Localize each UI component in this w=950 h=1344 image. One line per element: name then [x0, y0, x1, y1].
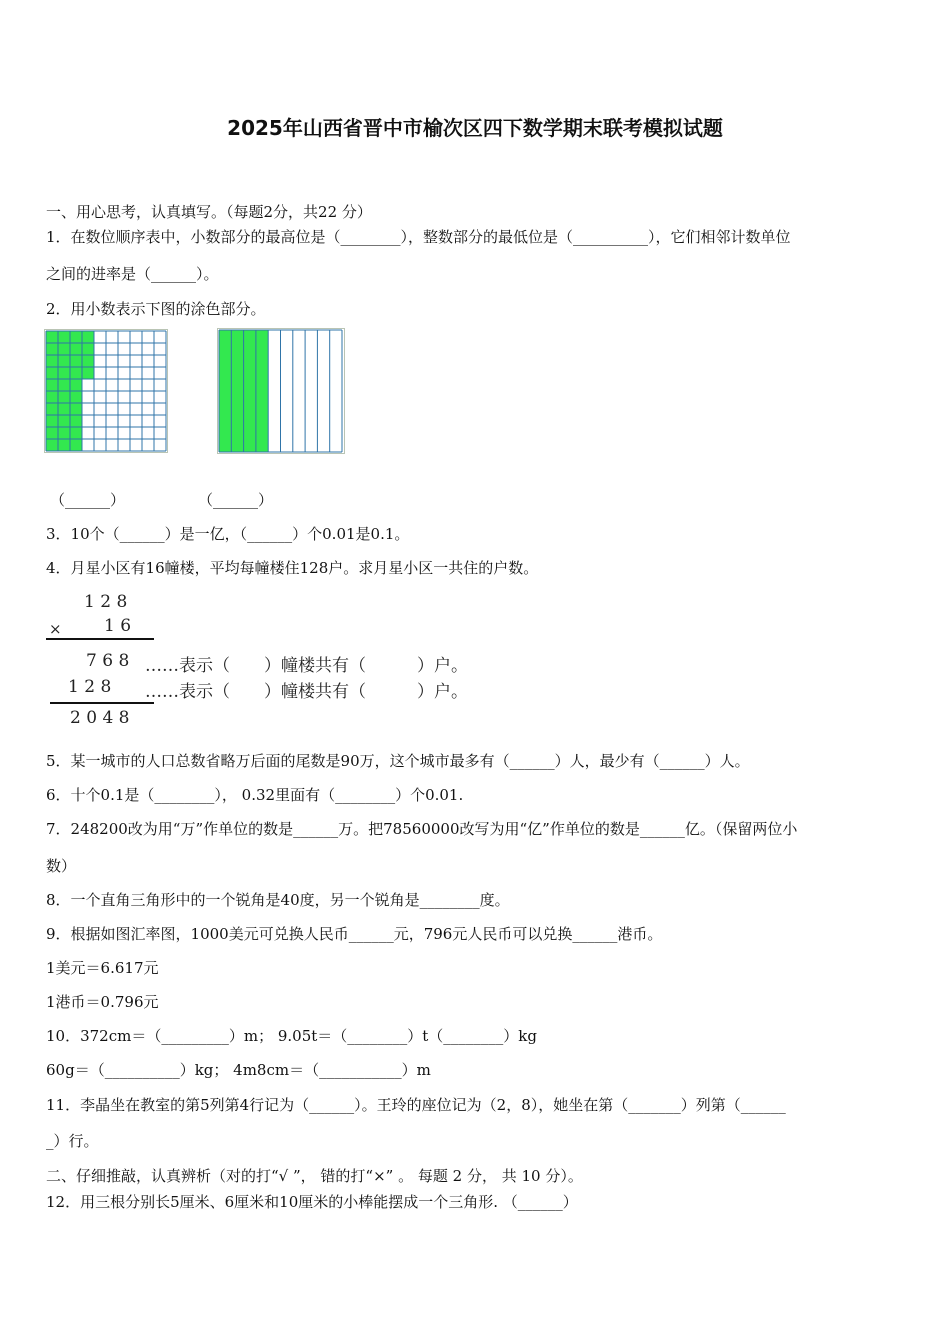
partial-product-1-note: ……表示（ ）幢楼共有（ ）户。 [145, 656, 468, 676]
final-product: 2 0 4 8 [70, 708, 130, 728]
question-1-line-1: 1．在数位顺序表中，小数部分的最高位是（________），整数部分的最低位是（__________），它们相邻计数单位 [46, 228, 791, 246]
question-6: 6．十个0.1是（________）， 0.32里面有（________）个0.01. [46, 786, 464, 804]
exchange-rate-usd: 1美元＝6.617元 [46, 959, 159, 977]
question-9: 9．根据如图汇率图，1000美元可兑换人民币______元，796元人民币可以兑换______港币。 [46, 925, 663, 943]
question-2-answer-2: （______） [198, 491, 274, 509]
partial-product-2: 1 2 8 [68, 677, 112, 697]
question-10-line-2: 60g＝（__________）kg； 4m8cm＝（___________）m [46, 1061, 431, 1079]
question-2-answer-1: （______） [50, 491, 126, 509]
calc-rule-1 [46, 638, 154, 640]
question-10-line-1: 10．372cm＝（_________）m； 9.05t＝（________）t（________）kg [46, 1027, 537, 1045]
hundred-grid-figure [44, 329, 168, 453]
page-title: 2025年山西省晋中市榆次区四下数学期末联考模拟试题 [227, 116, 723, 140]
question-8: 8．一个直角三角形中的一个锐角是40度，另一个锐角是________度。 [46, 891, 510, 909]
exchange-rate-hkd: 1港币＝0.796元 [46, 993, 159, 1011]
question-11-line-1: 11．李晶坐在教室的第5列第4行记为（______）。王玲的座位记为（2，8），她坐在第（_______）列第（______ [46, 1096, 786, 1114]
question-7-line-1: 7．248200改为用“万”作单位的数是______万。把78560000改写为用“亿”作单位的数是______亿。（保留两位小 [46, 820, 798, 838]
question-11-line-2: _）行。 [46, 1132, 99, 1150]
question-5: 5．某一城市的人口总数省略万后面的尾数是90万，这个城市最多有（______）人，最少有（______）人。 [46, 752, 750, 770]
calc-rule-2 [50, 702, 154, 704]
question-12: 12．用三根分别长5厘米、6厘米和10厘米的小棒能摆成一个三角形. （______） [46, 1193, 578, 1211]
section-2-heading: 二、仔细推敲，认真辨析（对的打“√ ”， 错的打“×” 。 每题 2 分， 共 10 分）。 [46, 1167, 583, 1185]
ten-strip-figure [217, 328, 345, 454]
question-1-line-2: 之间的进率是（______）。 [46, 265, 219, 283]
question-2: 2．用小数表示下图的涂色部分。 [46, 300, 266, 318]
multiply-sign: × [49, 620, 62, 638]
question-7-line-2: 数） [46, 857, 77, 875]
partial-product-2-note: ……表示（ ）幢楼共有（ ）户。 [145, 682, 468, 702]
multiplier: 1 6 [104, 616, 132, 636]
partial-product-1: 7 6 8 [86, 651, 130, 671]
question-4: 4．月星小区有16幢楼，平均每幢楼住128户。求月星小区一共住的户数。 [46, 559, 539, 577]
multiplicand: 1 2 8 [84, 592, 128, 612]
question-3: 3．10个（______）是一亿，（______）个0.01是0.1。 [46, 525, 410, 543]
section-1-heading: 一、用心思考，认真填写。（每题2分，共22 分） [46, 203, 372, 221]
